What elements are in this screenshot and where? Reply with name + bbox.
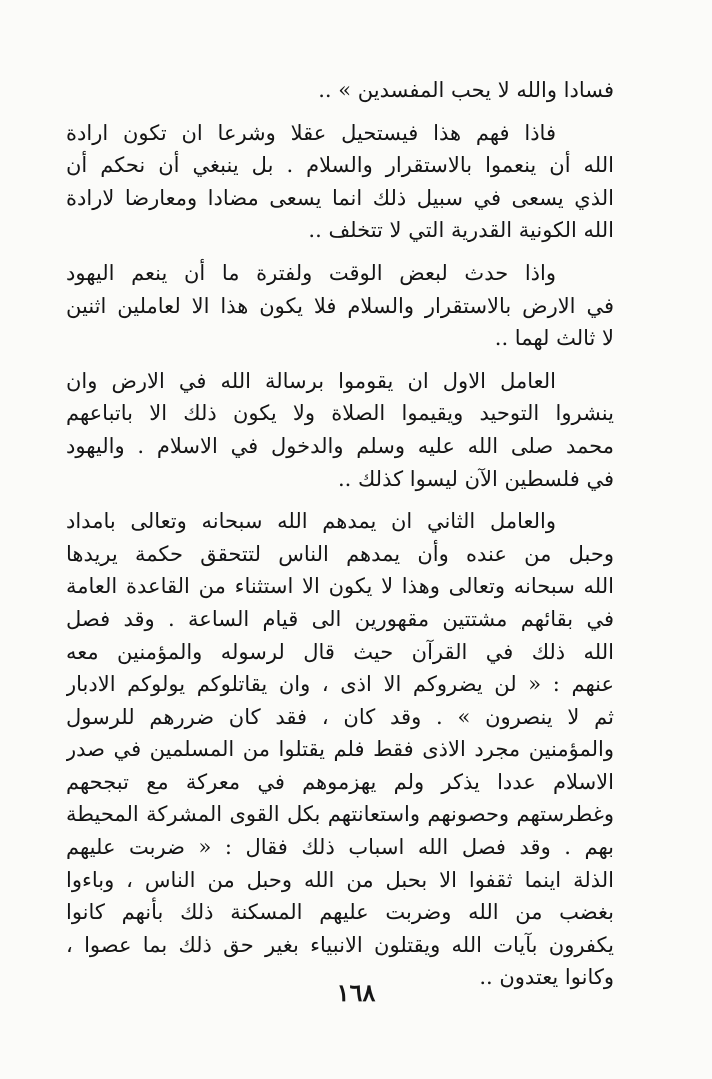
- text-line: ثم لا ينصرون » . وقد كان ، فقد كان ضررهم للرسول: [66, 704, 614, 729]
- text-line: الله سبحانه وتعالى وهذا لا يكون الا استثناء من القاعدة العامة: [66, 574, 614, 599]
- text-line: وكانوا يعتدون ..: [479, 965, 614, 990]
- text-line: ينشروا التوحيد ويقيموا الصلاة ولا يكون ذلك الا باتباعهم: [66, 401, 614, 426]
- text-line: وغطرستهم وحصونهم واستعانتهم بكل القوى المشركة المحيطة: [66, 802, 614, 827]
- text-line: الله أن ينعموا بالاستقرار والسلام . بل ينبغي أن نحكم أن: [66, 153, 614, 178]
- text-line: وحبل من عنده وأن يمدهم الناس لتتحقق حكمة يريدها: [66, 541, 614, 566]
- text-line: لا ثالث لهما ..: [494, 326, 614, 351]
- text-line: الذلة اينما ثقفوا الا بحبل من الله وحبل من الناس ، وباءوا: [66, 867, 614, 892]
- paragraph: [66, 365, 614, 495]
- text-line: بغضب من الله وضربت عليهم المسكنة ذلك بأنهم كانوا: [66, 900, 614, 925]
- text-line: الله ذلك في القرآن حيث قال لرسوله والمؤمنين معه: [66, 639, 614, 664]
- body-text: [66, 74, 614, 994]
- text-line: محمد صلى الله عليه وسلم والدخول في الاسلام . واليهود: [66, 433, 614, 458]
- text-line: الاسلام عددا يذكر ولم يهزموهم في معركة مع تبجحهم: [66, 769, 614, 794]
- text-line: فاذا فهم هذا فيستحيل عقلا وشرعا ان تكون ارادة: [66, 120, 556, 145]
- paragraph: [66, 257, 614, 355]
- text-line: والمؤمنين مجرد الاذى فقط فلم يقتلوا من المسلمين في صدر: [66, 737, 614, 762]
- text-line: في بقائهم مشتتين مقهورين الى قيام الساعة . وقد فصل: [66, 606, 614, 631]
- text-line: واذا حدث لبعض الوقت ولفترة ما أن ينعم اليهود: [66, 260, 556, 285]
- text-line: والعامل الثاني ان يمدهم الله سبحانه وتعالى بامداد: [66, 509, 556, 534]
- text-line: يكفرون بآيات الله ويقتلون الانبياء بغير حق ذلك بما عصوا ،: [66, 932, 614, 957]
- text-line: الذي يسعى في سبيل ذلك انما يسعى مضادا ومعارضا لارادة: [66, 185, 614, 210]
- text-line: في فلسطين الآن ليسوا كذلك ..: [337, 466, 614, 491]
- page-number: ١٦٨: [336, 978, 376, 1007]
- paragraph: [66, 505, 614, 994]
- paragraph: [66, 74, 614, 107]
- paragraph: [66, 117, 614, 247]
- text-line: عنهم : « لن يضروكم الا اذى ، وان يقاتلوكم يولوكم الادبار: [66, 672, 614, 697]
- text-line: في الارض بالاستقرار والسلام فلا يكون هذا الا لعاملين اثنين: [66, 293, 614, 318]
- text-line: فسادا والله لا يحب المفسدين » ..: [318, 78, 614, 102]
- text-line: الله الكونية القدرية التي لا تتخلف ..: [308, 218, 614, 243]
- text-line: بهم . وقد فصل الله اسباب ذلك فقال : « ضربت عليهم: [66, 835, 614, 860]
- text-line: العامل الاول ان يقوموا برسالة الله في الارض وان: [66, 368, 556, 393]
